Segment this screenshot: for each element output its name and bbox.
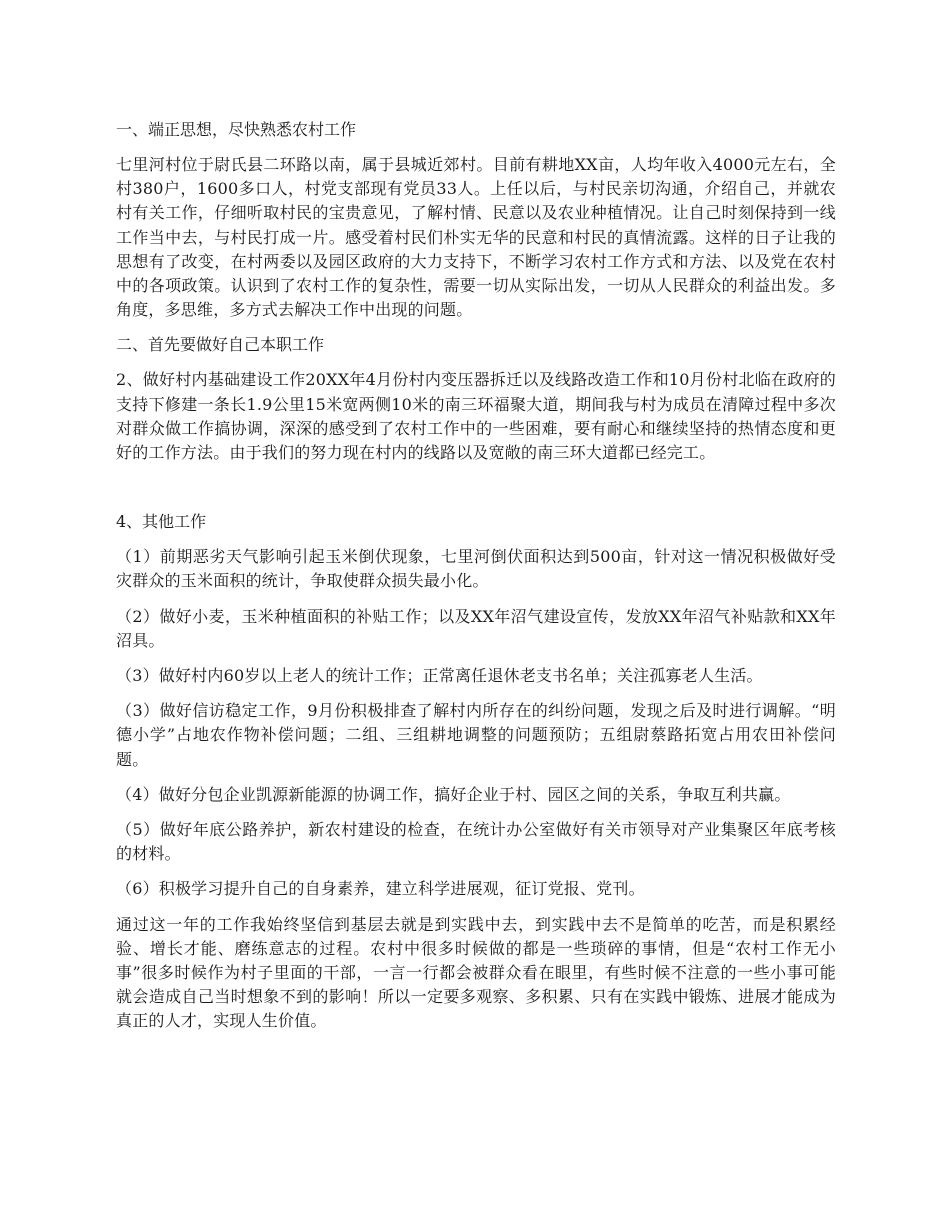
list-item: （1）前期恶劣天气影响引起玉米倒伏现象，七里河倒伏面积达到500亩，针对这一情况积极做好受灾群众的玉米面积的统计，争取使群众损失最小化。 (116, 547, 836, 591)
list-item: （5）做好年底公路养护，新农村建设的检查，在统计办公室做好有关市领导对产业集聚区年底考核的材料。 (116, 820, 836, 864)
paragraph-infrastructure: 2、做好村内基础建设工作20XX年4月份村内变压器拆迁以及线路改造工作和10月份村北临在政府的支持下修建一条长1.9公里15米宽两侧10米的南三环福聚大道，期间我与村为成员在清障过程中多次对群众做工作搞协调，深深的感受到了农村工作中的一些困难，要有耐心和继续坚持的热情态度和更好的工作方法。由于我们的努力现在村内的线路以及宽敞的南三环大道都已经完工。 (116, 370, 836, 463)
document-body (116, 118, 836, 1045)
section-heading-4: 4、其他工作 (116, 512, 207, 532)
list-item: （4）做好分包企业凯源新能源的协调工作，搞好企业于村、园区之间的关系，争取互利共赢。 (116, 784, 791, 804)
section-heading-1: 一、端正思想，尽快熟悉农村工作 (116, 120, 357, 139)
list-item: （3）做好村内60岁以上老人的统计工作；正常离任退休老支书名单；关注孤寡老人生活。 (116, 666, 763, 686)
paragraph-village-intro: 七里河村位于尉氏县二环路以南，属于县城近郊村。目前有耕地XX亩，人均年收入4000元左右，全村380户，1600多口人，村党支部现有党员33人。上任以后，与村民亲切沟通，介绍自己，并就农村有关工作，仔细听取村民的宝贵意见，了解村情、民意以及农业种植情况。让自己时刻保持到一线工作当中去，与村民打成一片。感受着村民们朴实无华的民意和村民的真情流露。这样的日子让我的思想有了改变，在村两委以及园区政府的大力支持下，不断学习农村工作方式和方法、以及党在农村中的各项政策。认识到了农村工作的复杂性，需要一切从实际出发，一切从人民群众的利益出发。多角度，多思维，多方式去解决工作中出现的问题。 (116, 155, 836, 320)
paragraph-conclusion: 通过这一年的工作我始终坚信到基层去就是到实践中去，到实践中去不是简单的吃苦，而是积累经验、增长才能、磨练意志的过程。农村中很多时候做的都是一些琐碎的事情，但是“农村工作无小事”很多时候作为村子里面的干部，一言一行都会被群众看在眼里，有些时候不注意的一些小事可能就会造成自己当时想象不到的影响！所以一定要多观察、多积累、只有在实践中锻炼、进展才能成为真正的人才，实现人生价值。 (116, 914, 836, 1031)
list-item: （3）做好信访稳定工作，9月份积极排查了解村内所存在的纠纷问题，发现之后及时进行调解。“明德小学”占地农作物补偿问题；二组、三组耕地调整的问题预防；五组尉蔡路拓宽占用农田补偿问题。 (116, 701, 836, 769)
section-heading-2: 二、首先要做好自己本职工作 (116, 335, 325, 355)
blank-gap (116, 476, 836, 510)
list-item: （6）积极学习提升自己的自身素养，建立科学进展观，征订党报、党刊。 (116, 879, 645, 899)
list-item: （2）做好小麦，玉米种植面积的补贴工作；以及XX年沼气建设宣传，发放XX年沼气补贴款和XX年沼具。 (116, 606, 836, 650)
